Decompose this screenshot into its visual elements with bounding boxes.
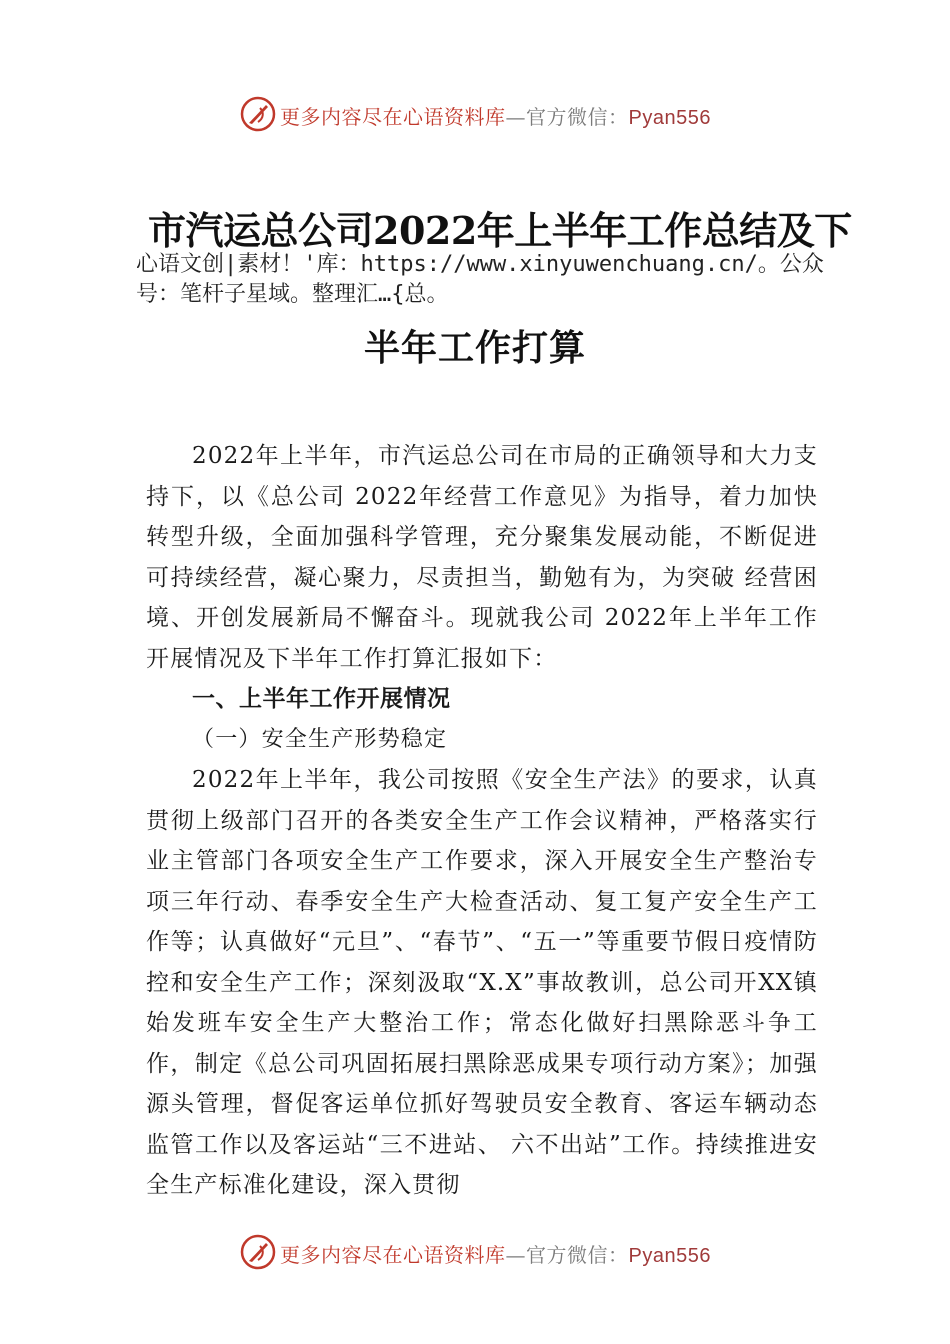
- banner-dash: —: [505, 105, 526, 129]
- doc-title-line1: 市汽运总公司2022年上半年工作总结及下: [148, 208, 852, 253]
- intro-paragraph: 2022年上半年，市汽运总公司在市局的正确领导和大力支持下，以《总公司 2022年经营工作意见》为指导，着力加快转型升级，全面加强科学管理，充分聚集发展动能，不断促进可持续经营，凝心聚力，尽责担当，勤勉有为，为突破 经营困境、开创发展新局不懈奋斗。现就我公司 2022年上半年工作开展情况及下半年工作打算汇报如下：: [146, 443, 818, 672]
- banner-text: [280, 1239, 711, 1268]
- banner-slogan: 更多内容尽在心语资料库: [280, 1243, 506, 1267]
- quill-seal-icon: [240, 1234, 276, 1270]
- header-banner: [0, 92, 950, 136]
- watermark-text: 心语文创|素材！'库：https://www.xinyuwenchuang.cn/。公众号：笔杆子星域。整理汇…{总。: [136, 252, 824, 307]
- banner-text: [280, 101, 711, 130]
- banner-official-label: 官方微信：: [526, 105, 629, 129]
- doc-title-line2: 半年工作打算: [363, 327, 586, 369]
- banner-wechat-id: Pyan556: [628, 1245, 711, 1267]
- footer-banner: [0, 1230, 950, 1274]
- banner-dash: —: [505, 1243, 526, 1267]
- document-body: [146, 436, 818, 1206]
- section-heading-1: 一、上半年工作开展情况: [192, 686, 451, 712]
- banner-slogan: 更多内容尽在心语资料库: [280, 105, 506, 129]
- banner-wechat-id: Pyan556: [628, 107, 711, 129]
- body-paragraph-1: 2022年上半年，我公司按照《安全生产法》的要求，认真贯彻上级部门召开的各类安全生产工作会议精神，严格落实行业主管部门各项安全生产工作要求，深入开展安全生产整治专项三年行动、春季安全生产大检查活动、复工复产安全生产工作等；认真做好“元旦”、“春节”、“五一”等重要节假日疫情防控和安全生产工作；深刻汲取“X.X”事故教训，总公司开XX镇始发班车安全生产大整治工作；常态化做好扫黑除恶斗争工作，制定《总公司巩固拓展扫黑除恶成果专项行动方案》；加强源头管理，督促客运单位抓好驾驶员安全教育、客运车辆动态监管工作以及客运站“三不进站、 六不出站”工作。持续推进安全生产标准化建设，深入贯彻: [146, 767, 818, 1198]
- quill-seal-icon: [240, 96, 276, 132]
- banner-official-label: 官方微信：: [526, 1243, 629, 1267]
- subsection-heading-1: （一）安全生产形势稳定: [192, 726, 448, 752]
